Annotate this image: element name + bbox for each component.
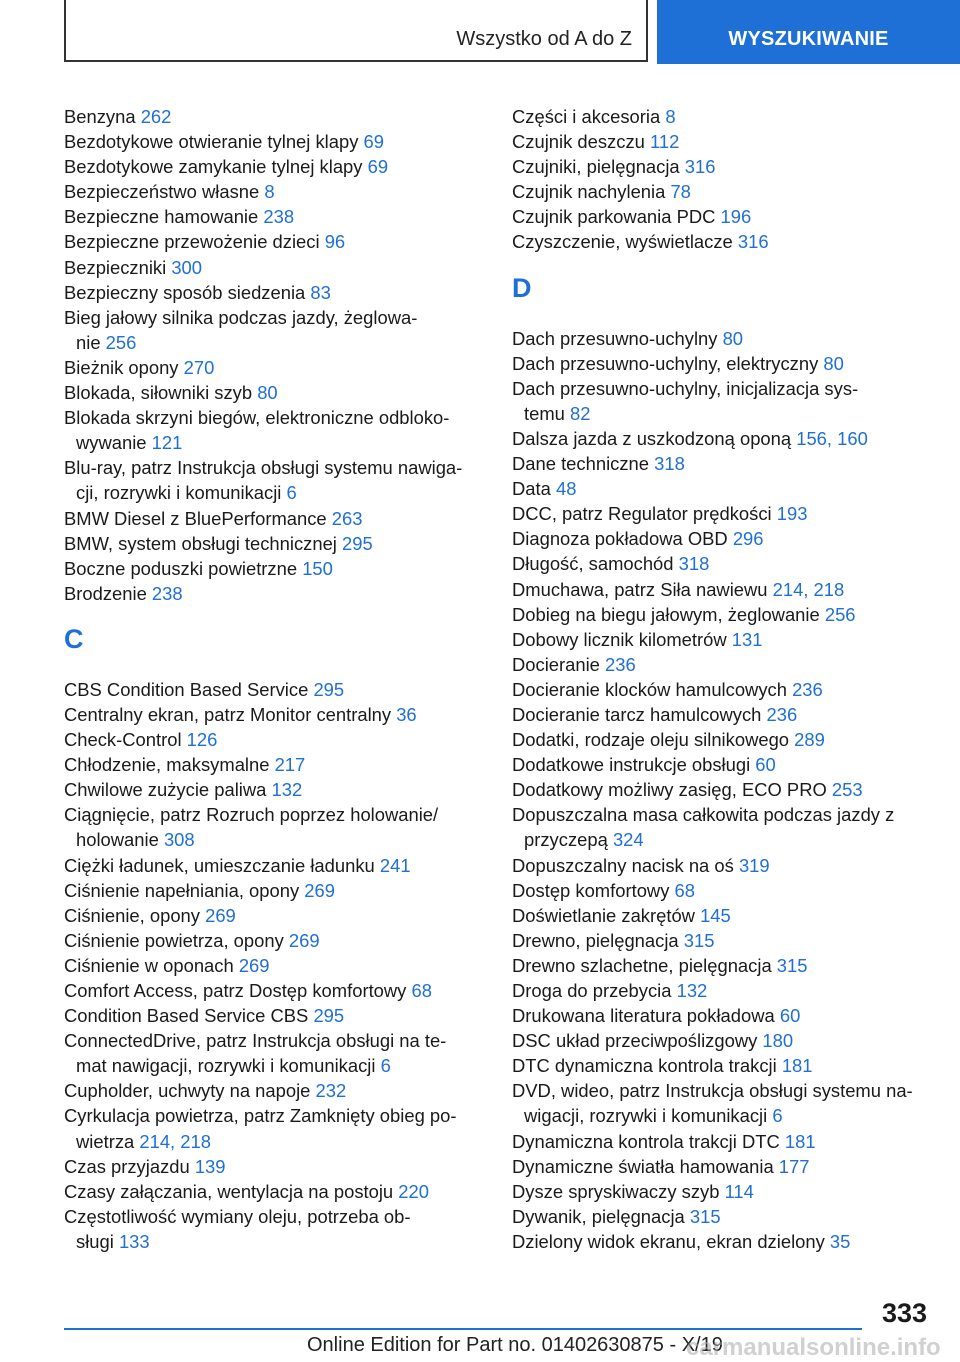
index-entry — [512, 1078, 932, 1128]
index-entry — [64, 1204, 484, 1254]
index-entry — [64, 903, 484, 928]
entry-page-link[interactable]: 145 — [700, 904, 731, 926]
entry-page-link[interactable]: 6 — [286, 482, 297, 504]
entry-page-link[interactable]: 256 — [105, 331, 137, 353]
index-entry — [64, 556, 484, 581]
index-entry — [512, 853, 932, 878]
entry-term: temu — [524, 402, 570, 424]
entry-page-link[interactable]: 269 — [205, 904, 236, 926]
index-entry — [512, 1229, 932, 1254]
entry-term: Bezpieczeństwo własne — [64, 181, 265, 203]
entry-page-link[interactable]: 316 — [737, 231, 769, 253]
footer-divider — [64, 1328, 862, 1330]
index-entry — [64, 204, 484, 229]
entry-term: mat nawigacji, rozrywki i komunikacji — [76, 1055, 381, 1077]
entry-page-link[interactable]: 269 — [238, 954, 270, 976]
entry-term: Bezpieczny sposób siedzenia — [64, 281, 311, 303]
entry-page-link[interactable]: 8 — [665, 106, 676, 127]
entry-term: Czyszczenie, wyświetlacze — [512, 231, 738, 253]
entry-term: Drewno, pielęgnacja — [512, 929, 684, 951]
entry-page-link[interactable]: 82 — [570, 402, 591, 424]
entry-term: Czujniki, pielęgnacja — [512, 156, 685, 178]
entry-page-link[interactable]: 126 — [186, 729, 218, 751]
entry-page-link[interactable]: 181 — [781, 1055, 813, 1077]
entry-term: Dynamiczne światła hamowania — [512, 1155, 779, 1177]
index-entry — [64, 179, 484, 204]
entry-term: Dach przesuwno-uchylny, elektryczny — [512, 352, 824, 374]
index-entry — [64, 104, 484, 129]
entry-page-link[interactable]: 256 — [824, 603, 856, 625]
entry-term: Ciężki ładunek, umieszczanie ładunku — [64, 854, 380, 876]
index-entry — [512, 953, 932, 978]
index-entry — [512, 326, 932, 351]
entry-page-link[interactable]: 262 — [140, 106, 172, 127]
entry-page-link[interactable]: 315 — [683, 929, 715, 951]
index-entry — [64, 305, 484, 355]
entry-page-link[interactable]: 269 — [304, 879, 335, 901]
index-entry — [512, 351, 932, 376]
entry-page-link[interactable]: 296 — [732, 528, 764, 550]
index-entry — [512, 627, 932, 652]
entry-page-link[interactable]: 289 — [794, 729, 825, 751]
index-entry — [512, 777, 932, 802]
entry-page-link[interactable]: 232 — [315, 1080, 347, 1102]
entry-term: Czas przyjazdu — [64, 1155, 195, 1177]
entry-term: Dynamiczna kontrola trakcji DTC — [512, 1130, 785, 1152]
entry-term: Blu-ray, patrz Instrukcja obsługi systemu nawiga- — [64, 457, 463, 479]
index-entry — [512, 652, 932, 677]
entry-page-link[interactable]: 319 — [738, 854, 770, 876]
entry-page-link[interactable]: 236 — [605, 653, 636, 675]
index-entry — [64, 355, 484, 380]
entry-page-link[interactable]: 60 — [755, 754, 776, 776]
tab-search[interactable] — [657, 0, 960, 64]
index-entry — [512, 727, 932, 752]
entry-page-link[interactable]: 36 — [396, 703, 417, 725]
entry-page-link[interactable]: 6 — [380, 1055, 391, 1077]
entry-page-link[interactable]: 214, 218 — [772, 578, 845, 600]
index-entry — [512, 928, 932, 953]
entry-term: Ciągnięcie, patrz Rozruch poprzez holowanie/ — [64, 804, 439, 826]
entry-term: DTC dynamiczna kontrola trakcji — [512, 1055, 782, 1077]
entry-term: Data — [512, 478, 556, 500]
entry-page-link[interactable]: 132 — [271, 779, 303, 801]
entry-term: Dzielony widok ekranu, ekran dzielony — [512, 1230, 830, 1252]
entry-term: CBS Condition Based Service — [64, 678, 314, 700]
entry-term: Blokada skrzyni biegów, elektroniczne odbloko- — [64, 407, 450, 429]
entry-term: Częstotliwość wymiany oleju, potrzeba ob- — [64, 1205, 411, 1227]
footer-edition-text: Online Edition for Part no. 01402630875 - X/19 — [307, 1334, 723, 1356]
entry-page-link[interactable]: 315 — [776, 954, 808, 976]
entry-page-link[interactable]: 177 — [778, 1155, 810, 1177]
entry-page-link[interactable]: 96 — [324, 231, 346, 253]
index-entry — [512, 501, 932, 526]
entry-term: Czasy załączania, wentylacja na postoju — [64, 1180, 399, 1202]
entry-page-link[interactable]: 318 — [654, 453, 685, 475]
index-entry — [512, 802, 932, 852]
index-entry — [64, 255, 484, 280]
entry-page-link[interactable]: 60 — [779, 1005, 801, 1027]
index-entry — [512, 903, 932, 928]
entry-term: Boczne poduszki powietrzne — [64, 557, 303, 579]
index-entry — [64, 802, 484, 852]
entry-term: Dopuszczalna masa całkowita podczas jazdy z — [512, 804, 895, 826]
entry-page-link[interactable]: 217 — [274, 754, 306, 776]
entry-page-link[interactable]: 236 — [792, 678, 823, 700]
entry-term: Ciśnienie w oponach — [64, 954, 239, 976]
tab-a-to-z-label: Wszystko od A do Z — [456, 28, 632, 50]
entry-term: BMW, system obsługi technicznej — [64, 532, 343, 554]
entry-term: Czujnik deszczu — [512, 131, 650, 153]
entry-term: Dane techniczne — [512, 453, 655, 475]
entry-term: Centralny ekran, patrz Monitor centralny — [64, 703, 397, 725]
entry-term: Ciśnienie, opony — [64, 904, 206, 926]
index-entry — [512, 702, 932, 727]
entry-page-link[interactable]: 315 — [689, 1205, 721, 1227]
index-entry — [512, 602, 932, 627]
entry-term: DSC układ przeciwpoślizgowy — [512, 1030, 763, 1052]
entry-term: przyczepą — [524, 829, 613, 851]
entry-term: Bezpieczne przewożenie dzieci — [64, 231, 325, 253]
entry-term: Cyrkulacja powietrza, patrz Zamknięty obieg po- — [64, 1105, 457, 1127]
entry-term: Bieżnik opony — [64, 356, 184, 378]
index-entry — [64, 405, 484, 455]
index-entry — [64, 581, 484, 606]
watermark: carmanualsonline.info — [686, 1334, 941, 1361]
index-entry — [512, 104, 932, 129]
entry-term: wietrza — [76, 1130, 140, 1152]
index-entry — [64, 280, 484, 305]
entry-term: DCC, patrz Regulator prędkości — [512, 503, 777, 525]
entry-term: wigacji, rozrywki i komunikacji — [524, 1105, 773, 1127]
entry-page-link[interactable]: 133 — [118, 1230, 150, 1252]
index-entry — [512, 1129, 932, 1154]
entry-term: Dopuszczalny nacisk na oś — [512, 854, 739, 876]
tab-search-label: WYSZUKIWANIE — [728, 28, 889, 50]
entry-page-link[interactable]: 180 — [762, 1030, 794, 1052]
entry-term: Długość, samochód — [512, 553, 679, 575]
entry-term: Czujnik nachylenia — [512, 181, 671, 203]
index-entry — [64, 1003, 484, 1028]
entry-page-link[interactable]: 80 — [823, 352, 844, 374]
entry-page-link[interactable]: 150 — [302, 557, 333, 579]
entry-page-link[interactable]: 83 — [310, 281, 331, 303]
entry-term: Bezdotykowe otwieranie tylnej klapy — [64, 131, 364, 153]
index-entry — [512, 577, 932, 602]
entry-term: Docieranie — [512, 653, 606, 675]
entry-page-link[interactable]: 8 — [264, 181, 275, 203]
entry-term: Chwilowe zużycie paliwa — [64, 779, 272, 801]
entry-term: Benzyna — [64, 106, 141, 127]
entry-page-link[interactable]: 295 — [313, 1005, 345, 1027]
entry-page-link[interactable]: 69 — [363, 131, 384, 153]
entry-term: Docieranie klocków hamulcowych — [512, 678, 793, 700]
page-header — [0, 0, 960, 66]
index-entry — [64, 1103, 484, 1153]
entry-term: Ciśnienie napełniania, opony — [64, 879, 305, 901]
entry-term: holowanie — [76, 829, 164, 851]
index-entry — [64, 677, 484, 702]
entry-page-link[interactable]: 238 — [151, 582, 183, 604]
index-entry — [512, 677, 932, 702]
entry-term: Bezdotykowe zamykanie tylnej klapy — [64, 156, 368, 178]
entry-page-link[interactable]: 181 — [784, 1130, 816, 1152]
entry-term: Check-Control — [64, 729, 187, 751]
entry-term: Ciśnienie powietrza, opony — [64, 929, 289, 951]
page-number: 333 — [881, 1298, 927, 1328]
entry-page-link[interactable]: 80 — [722, 327, 744, 349]
entry-term: Dostęp komfortowy — [512, 879, 675, 901]
entry-page-link[interactable]: 193 — [776, 503, 808, 525]
index-entry — [64, 978, 484, 1003]
index-entry — [512, 154, 932, 179]
entry-term: Droga do przebycia — [512, 980, 677, 1001]
index-entry — [512, 129, 932, 154]
entry-page-link[interactable]: 139 — [194, 1155, 226, 1177]
entry-term: Bezpieczniki — [64, 256, 172, 278]
entry-term: Drewno szlachetne, pielęgnacja — [512, 954, 777, 976]
entry-term: wywanie — [76, 432, 152, 454]
entry-page-link[interactable]: 236 — [766, 703, 798, 725]
entry-page-link[interactable]: 318 — [678, 553, 710, 575]
entry-term: nie — [76, 331, 106, 353]
entry-term: Dobowy licznik kilometrów — [512, 628, 732, 650]
entry-term: Dmuchawa, patrz Siła nawiewu — [512, 578, 773, 600]
index-entry — [64, 777, 484, 802]
entry-page-link[interactable]: 324 — [612, 829, 644, 851]
index-entry — [64, 1028, 484, 1078]
index-entry — [512, 878, 932, 903]
entry-page-link[interactable]: 263 — [331, 507, 363, 529]
entry-page-link[interactable]: 68 — [674, 879, 695, 901]
entry-page-link[interactable]: 112 — [649, 131, 680, 153]
entry-term: ConnectedDrive, patrz Instrukcja obsługi na te- — [64, 1030, 447, 1052]
entry-term: Bieg jałowy silnika podczas jazdy, żeglowa- — [64, 306, 418, 328]
entry-page-link[interactable]: 270 — [183, 356, 215, 378]
section-letter: C — [64, 623, 84, 654]
index-entry — [512, 476, 932, 501]
entry-term: Dalsza jazda z uszkodzoną oponą — [512, 427, 797, 449]
index-column-right — [512, 104, 932, 1254]
index-entry — [64, 727, 484, 752]
index-entry — [64, 752, 484, 777]
entry-term: Części i akcesoria — [512, 106, 666, 127]
entry-term: Blokada, siłowniki szyb — [64, 382, 258, 404]
index-entry — [512, 451, 932, 476]
index-entry — [512, 376, 932, 426]
index-entry — [64, 455, 484, 505]
entry-page-link[interactable]: 238 — [263, 206, 295, 228]
entry-term: Dysze spryskiwaczy szyb — [512, 1180, 725, 1202]
entry-page-link[interactable]: 308 — [163, 829, 195, 851]
index-entry — [512, 1204, 932, 1229]
tab-a-to-z[interactable] — [64, 0, 648, 62]
entry-page-link[interactable]: 78 — [670, 181, 691, 203]
index-entry — [512, 752, 932, 777]
index-entry — [64, 531, 484, 556]
index-entry — [64, 506, 484, 531]
entry-page-link[interactable]: 269 — [288, 929, 320, 951]
index-entry — [512, 179, 932, 204]
entry-page-link[interactable]: 69 — [367, 156, 389, 178]
index-entry — [512, 229, 932, 254]
entry-term: Doświetlanie zakrętów — [512, 904, 701, 926]
entry-term: cji, rozrywki i komunikacji — [76, 482, 287, 504]
entry-page-link[interactable]: 35 — [829, 1230, 851, 1252]
index-entry — [64, 229, 484, 254]
entry-term: Dobieg na biegu jałowym, żeglowanie — [512, 603, 825, 625]
entry-page-link[interactable]: 295 — [313, 678, 345, 700]
entry-term: Bezpieczne hamowanie — [64, 206, 264, 228]
index-entry — [64, 953, 484, 978]
index-entry — [512, 978, 932, 1003]
entry-term: Brodzenie — [64, 582, 152, 604]
index-entry — [512, 526, 932, 551]
index-entry — [64, 154, 484, 179]
entry-page-link[interactable]: 241 — [379, 854, 411, 876]
index-entry — [64, 1154, 484, 1179]
entry-page-link[interactable]: 68 — [411, 980, 432, 1001]
entry-term: Cupholder, uchwyty na napoje — [64, 1080, 316, 1102]
entry-page-link[interactable]: 6 — [772, 1105, 783, 1127]
index-entry — [512, 1028, 932, 1053]
index-entry — [64, 878, 484, 903]
entry-term: DVD, wideo, patrz Instrukcja obsługi systemu na- — [512, 1080, 913, 1102]
entry-page-link[interactable]: 156, 160 — [796, 427, 868, 449]
entry-term: Dodatkowe instrukcje obsługi — [512, 754, 756, 776]
index-entry — [64, 853, 484, 878]
index-column-left — [64, 104, 484, 1254]
entry-term: Dywanik, pielęgnacja — [512, 1205, 690, 1227]
index-entry — [512, 551, 932, 576]
entry-page-link[interactable]: 131 — [731, 628, 763, 650]
entry-page-link[interactable]: 48 — [555, 478, 577, 500]
entry-term: Dodatki, rodzaje oleju silnikowego — [512, 729, 795, 751]
index-entry — [512, 1003, 932, 1028]
entry-term: sługi — [76, 1230, 119, 1252]
entry-page-link[interactable]: 214, 218 — [139, 1130, 211, 1152]
index-entry — [64, 129, 484, 154]
entry-term: Comfort Access, patrz Dostęp komfortowy — [64, 980, 412, 1001]
index-entry — [64, 702, 484, 727]
section-letter: D — [512, 272, 532, 303]
entry-page-link[interactable]: 220 — [398, 1180, 429, 1202]
entry-term: Condition Based Service CBS — [64, 1005, 314, 1027]
entry-term: Czujnik parkowania PDC — [512, 206, 721, 228]
index-entry — [64, 1078, 484, 1103]
entry-page-link[interactable]: 132 — [676, 980, 708, 1001]
entry-term: Diagnoza pokładowa OBD — [512, 528, 733, 550]
entry-page-link[interactable]: 196 — [720, 206, 752, 228]
index-entry — [512, 1179, 932, 1204]
entry-page-link[interactable]: 300 — [171, 256, 203, 278]
index-entry — [512, 1154, 932, 1179]
entry-page-link[interactable]: 316 — [684, 156, 716, 178]
entry-page-link[interactable]: 114 — [724, 1180, 754, 1202]
entry-page-link[interactable]: 121 — [151, 432, 183, 454]
entry-term: Drukowana literatura pokładowa — [512, 1005, 780, 1027]
index-entry — [512, 1053, 932, 1078]
entry-term: Dodatkowy możliwy zasięg, ECO PRO — [512, 779, 832, 801]
entry-page-link[interactable]: 80 — [257, 382, 278, 404]
index-entry — [64, 380, 484, 405]
entry-term: Chłodzenie, maksymalne — [64, 754, 275, 776]
index-entry — [512, 204, 932, 229]
entry-page-link[interactable]: 295 — [342, 532, 373, 554]
index-entry — [64, 928, 484, 953]
entry-term: Dach przesuwno-uchylny, inicjalizacja sys- — [512, 377, 859, 399]
entry-term: Docieranie tarcz hamulcowych — [512, 703, 767, 725]
index-entry — [512, 426, 932, 451]
entry-term: BMW Diesel z BluePerformance — [64, 507, 332, 529]
entry-term: Dach przesuwno-uchylny — [512, 327, 723, 349]
entry-page-link[interactable]: 253 — [831, 779, 863, 801]
index-entry — [64, 1179, 484, 1204]
